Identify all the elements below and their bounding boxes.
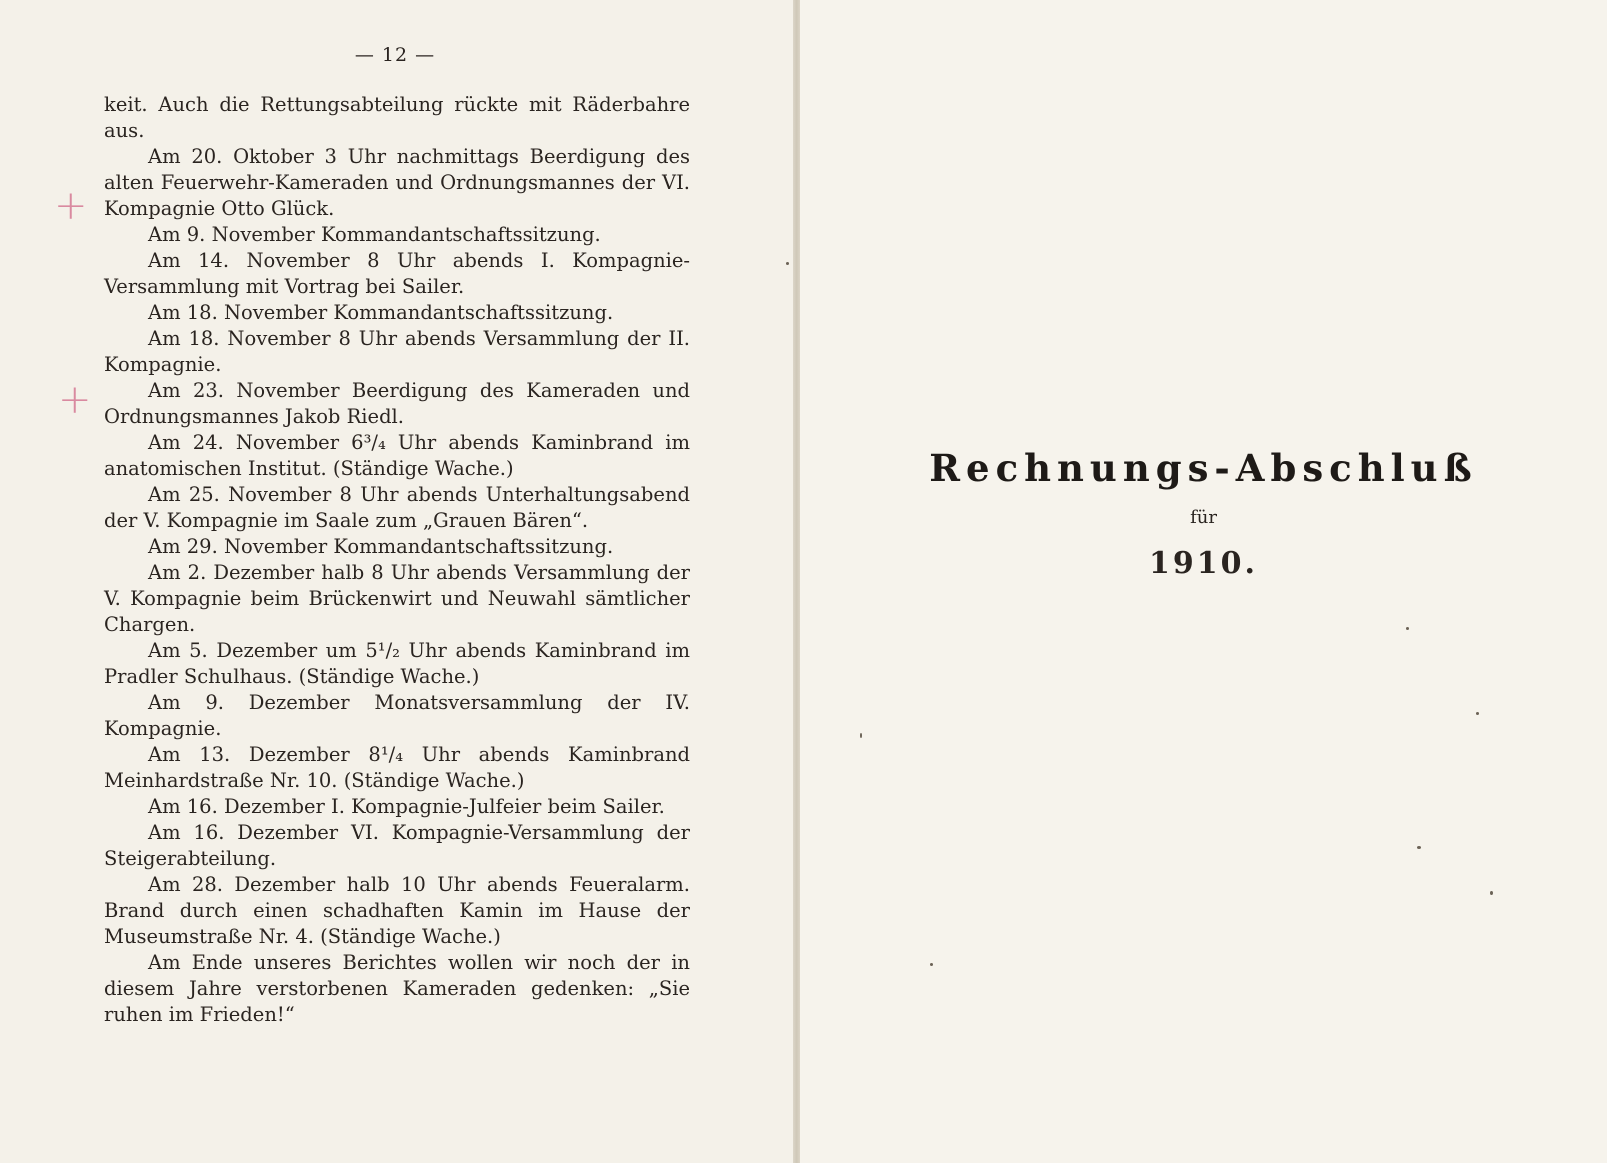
paragraph: Am 20. Oktober 3 Uhr nachmittags Beerdigung des alten Feuerwehr-Kameraden und Ordnungsmannes der VI. Kompagnie Otto Glück. (104, 145, 690, 220)
paragraph: Am 14. November 8 Uhr abends I. Kompagnie-Versammlung mit Vortrag bei Sailer. (104, 249, 690, 298)
section-subtitle: für (1190, 507, 1217, 528)
paragraph: Am 23. November Beerdigung des Kameraden und Ordnungsmannes Jakob Riedl. (104, 379, 690, 428)
paper-speck (930, 963, 933, 966)
paper-speck (786, 262, 789, 265)
paragraph: keit. Auch die Rettungsabteilung rückte mit Räderbahre aus. (104, 93, 690, 142)
paragraph: Am 16. Dezember VI. Kompagnie-Versammlung der Steigerabteilung. (104, 821, 690, 870)
paragraph: Am 2. Dezember halb 8 Uhr abends Versammlung der V. Kompagnie beim Brückenwirt und Neuwahl sämtlicher Chargen. (104, 561, 690, 636)
paper-speck (1476, 712, 1479, 715)
paragraph: Am 18. November Kommandantschaftssitzung. (148, 301, 614, 324)
paragraph: Am Ende unseres Berichtes wollen wir noch der in diesem Jahre verstorbenen Kameraden gedenken: „Sie ruhen im Frieden!“ (104, 951, 690, 1026)
left-page (0, 0, 795, 1163)
section-title: Rechnungs-Abschluß (929, 446, 1478, 490)
margin-cross-mark: + (58, 377, 92, 423)
paper-speck (860, 733, 862, 738)
paragraph: Am 5. Dezember um 5¹/₂ Uhr abends Kaminbrand im Pradler Schulhaus. (Ständige Wache.) (104, 639, 690, 688)
section-year: 1910. (1149, 546, 1258, 581)
paragraph: Am 9. November Kommandantschaftssitzung. (148, 223, 601, 246)
paragraph: Am 18. November 8 Uhr abends Versammlung der II. Kompagnie. (104, 327, 690, 376)
paper-speck (1490, 891, 1493, 895)
paragraph: Am 28. Dezember halb 10 Uhr abends Feueralarm. Brand durch einen schadhaften Kamin im Hause der Museumstraße Nr. 4. (Ständige Wache.) (104, 873, 690, 948)
paragraph: Am 25. November 8 Uhr abends Unterhaltungsabend der V. Kompagnie im Saale zum „Grauen Bären“. (104, 483, 690, 532)
body-text (104, 92, 690, 1028)
right-page (800, 0, 1607, 1163)
paragraph: Am 16. Dezember I. Kompagnie-Julfeier beim Sailer. (148, 795, 665, 818)
paragraph: Am 9. Dezember Monatsversammlung der IV. Kompagnie. (104, 691, 690, 740)
margin-cross-mark: + (54, 183, 88, 229)
page-number: — 12 — (354, 44, 436, 66)
paragraph: Am 13. Dezember 8¹/₄ Uhr abends Kaminbrand Meinhardstraße Nr. 10. (Ständige Wache.) (104, 743, 690, 792)
paragraph: Am 29. November Kommandantschaftssitzung. (148, 535, 614, 558)
paper-speck (1417, 846, 1421, 849)
paper-speck (1406, 627, 1409, 630)
paragraph: Am 24. November 6³/₄ Uhr abends Kaminbrand im anatomischen Institut. (Ständige Wache.) (104, 431, 690, 480)
